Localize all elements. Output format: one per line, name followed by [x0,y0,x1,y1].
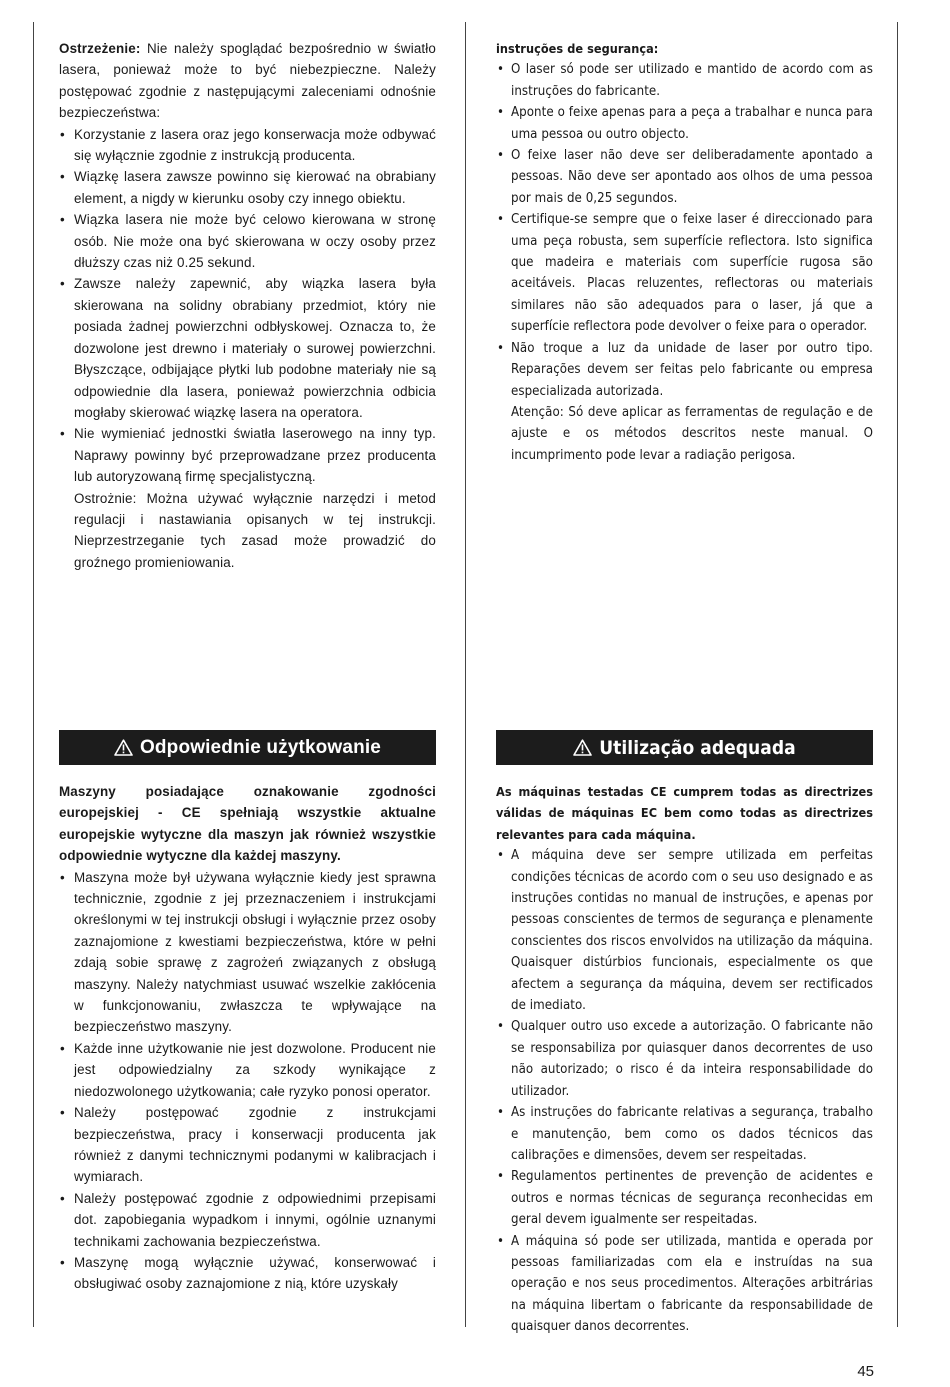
list-item: • Należy postępować zgodnie z odpowiednimi przepisami dot. zapobiegania wypadkom i innymi, ogólnie uznanymi technikami zachowania bezpieczeństwa. [59,1188,436,1252]
list-item: • Aponte o feixe apenas para a peça a trabalhar e nunca para uma pessoa ou outro objecto. [496,102,873,145]
right-margin-rule [897,22,898,1327]
polish-laser-warning-section [59,38,436,573]
list-item: • Regulamentos pertinentes de prevenção de acidentes e outros e normas técnicas de segurança reconhecidas em geral devem igualmente ser respeitadas. [496,1166,873,1230]
list-item: • Certifique-se sempre que o feixe laser é direccionado para uma peça robusta, sem superfície reflectora. Isto significa que madeira e materiais com superfície rugosa são aceitáveis. Placas reluzentes, reflectoras ou materiais similares não são adequados para o laser, já que a superfície reflectora pode devolver o feixe para o operador. [496,209,873,337]
proper-use-list [496,845,873,1337]
polish-proper-use-section [59,781,436,1295]
banner-title: Utilização adequada [599,736,796,759]
intro-paragraph: Maszyny posiadające oznakowanie zgodności europejskiej - CE spełniają wszystkie aktualne europejskie wytyczne dla maszyn jak również wszystkie odpowiednie wytyczne dla każdej maszyny. [59,784,436,864]
laser-safety-list [59,124,436,574]
list-item: • Korzystanie z lasera oraz jego konserwacja może odbywać się wyłącznie zgodnie z instrukcją producenta. [59,124,436,167]
portuguese-laser-safety-section [496,38,873,466]
list-item: • Maszyna może był używana wyłącznie kiedy jest sprawna technicznie, zgodnie z jej przeznaczeniem i instrukcjami określonymi w tej instrukcji obsługi i wyłącznie przez osoby zaznajomione z kwestiami bezpieczeństwa, które w pełni zdają sobie sprawę z zagrożeń związanych z obsługą maszyny. Należy natychmiast usuwać wszelkie zakłócenia w funkcjonowaniu, zwłaszcza te wpływające na bezpieczeństwo maszyny. [59,867,436,1038]
list-item: • O feixe laser não deve ser deliberadamente apontado a pessoas. Não deve ser apontado aos olhos de uma pessoa por mais de 0,25 segundos. [496,145,873,209]
list-item: • Wiązkę lasera zawsze powinno się kierować na obrabiany element, a nigdy w kierunku osoby czy innego obiektu. [59,166,436,209]
center-rule [465,22,466,1327]
portuguese-proper-use-section [496,781,873,1338]
section-banner-proper-use-pl [59,730,436,765]
section-banner-proper-use-pt [496,730,873,765]
laser-safety-list [496,59,873,466]
list-item: • A máquina só pode ser utilizada, mantida e operada por pessoas familiarizadas com ela e instruídas na sua operação e nos seus procedimentos. Alterações arbitrárias na máquina libertam o fabricante da responsabilidade de quaisquer danos decorrentes. [496,1231,873,1338]
list-item [496,338,873,466]
caution-note: Ostrożnie: Można używać wyłącznie narzędzi i metod regulacji i nastawiania opisanych w tej instrukcji. Nieprzestrzeganie tych zasad może prowadzić do groźnego promieniowania. [74,490,436,570]
left-margin-rule [33,22,34,1327]
list-item-text: Nie wymieniać jednostki światła laserowego na inny typ. Naprawy powinny być przeprowadzane przez producenta lub autoryzowaną firmę specjalistyczną. [74,426,436,485]
proper-use-list [59,867,436,1295]
list-item [59,423,436,573]
list-item: • Wiązka lasera nie może być celowo kierowana w stronę osób. Nie może ona być skierowana w oczy osoby przez dłuższy czas niż 0.25 sekund. [59,209,436,273]
list-item: • Należy postępować zgodnie z instrukcjami bezpieczeństwa, pracy i konserwacji producenta jak również z danymi technicznymi podanymi w kalibracjach i wymiarach. [59,1102,436,1188]
caution-note: Atenção: Só deve aplicar as ferramentas de regulação e de ajuste e os métodos descritos neste manual. O incumprimento pode levar a radiação perigosa. [511,404,873,463]
warning-triangle-icon [573,739,592,756]
warning-triangle-icon [114,739,133,756]
list-item: • Zawsze należy zapewnić, aby wiązka lasera była skierowana na solidny obrabiany przedmiot, który nie posiada żadnej powierzchni odbłyskowej. Oznacza to, że dozwolone jest drewno i materiały o surowej powierzchni. Błyszczące, odbijające płytki lub podobne materiały nie są odpowiednie dla lasera, ponieważ powierzchnia odbicia mogłaby skierować wiązkę lasera na operatora. [59,273,436,423]
list-item: • As instruções do fabricante relativas a segurança, trabalho e manutenção, bem como os dados técnicos das calibrações e dimensões, devem ser respeitadas. [496,1102,873,1166]
warning-paragraph [59,38,436,124]
intro-paragraph: As máquinas testadas CE cumprem todas as directrizes válidas de máquinas EC bem como todas as directrizes relevantes para cada máquina. [496,784,873,842]
banner-title: Odpowiednie użytkowanie [140,736,381,758]
list-item: • A máquina deve ser sempre utilizada em perfeitas condições técnicas de acordo com o seu uso designado e as instruções contidas no manual de instruções, e apenas por pessoas conscientes de termos de segurança e plenamente conscientes dos riscos envolvidos na utilização da máquina. Quaisquer distúrbios funcionais, especialmente os que afectem a segurança da máquina, devem ser rectificados de imediato. [496,845,873,1016]
warning-text: Nie należy spoglądać bezpośrednio w światło lasera, ponieważ może to być niebezpieczne. Należy postępować zgodnie z następującymi zaleceniami odnośnie bezpieczeństwa: [59,41,437,121]
list-item: • Każde inne użytkowanie nie jest dozwolone. Producent nie jest odpowiedzialny za szkody wynikające z niedozwolonego użytkowania; całe ryzyko ponosi operator. [59,1038,436,1102]
list-item: • O laser só pode ser utilizado e mantido de acordo com as instruções do fabricante. [496,59,873,102]
section-heading: instruções de segurança: [496,41,659,56]
warning-label: Ostrzeżenie: [59,41,141,56]
list-item: • Maszynę mogą wyłącznie używać, konserwować i obsługiwać osoby zaznajomione z nią, które uzyskały [59,1252,436,1295]
page-number: 45 [857,1363,874,1380]
list-item-text: Não troque a luz da unidade de laser por outro tipo. Reparações devem ser feitas pelo fabricante ou empresa especializada autorizada. [511,340,873,399]
list-item: • Qualquer outro uso excede a autorização. O fabricante não se responsabiliza por quiasquer danos decorrentes de uso não autorizado; o risco é da inteira responsabilidade do utilizador. [496,1016,873,1102]
